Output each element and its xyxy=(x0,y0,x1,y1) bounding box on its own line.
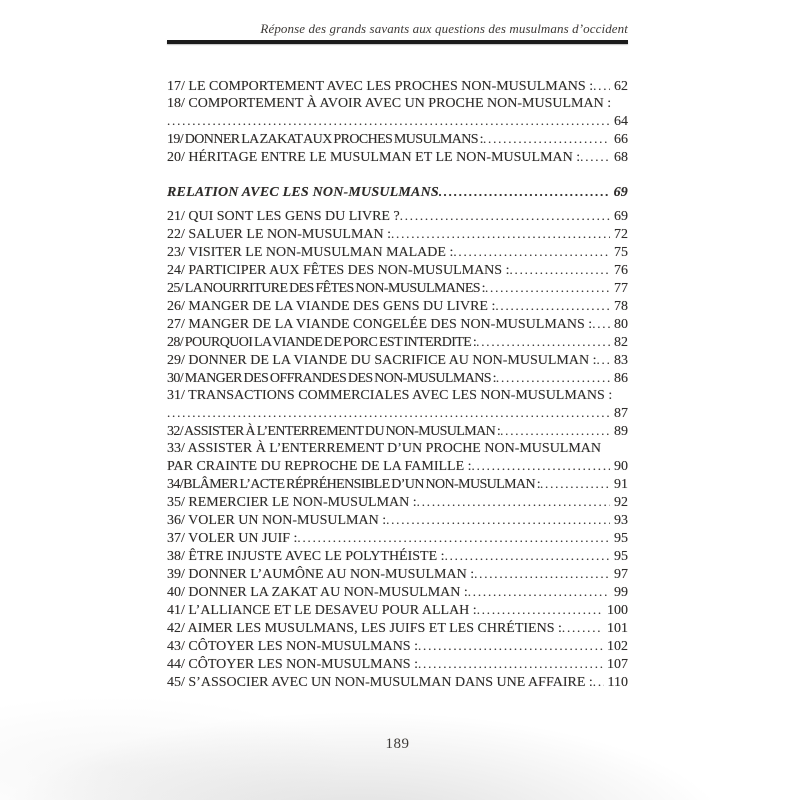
dot-leader xyxy=(167,404,610,422)
toc-entry-page: 97 xyxy=(614,567,628,582)
running-title: Réponse des grands savants aux questions des musulmans d’occident xyxy=(260,21,628,36)
toc-entry-title: 40/ DONNER LA ZAKAT AU NON-MUSULMAN : xyxy=(167,585,468,600)
toc-entry-title: 41/ L’ALLIANCE ET LE DESAVEU POUR ALLAH : xyxy=(167,603,477,618)
toc-entry xyxy=(167,261,628,279)
toc-entry-page: 66 xyxy=(614,132,628,147)
toc-entry-page: 77 xyxy=(614,281,628,296)
toc-entry-page: 83 xyxy=(614,353,628,368)
toc-entry-page: 86 xyxy=(614,371,628,386)
toc-entry-page: 72 xyxy=(614,227,628,242)
dot-leader xyxy=(593,673,604,691)
dot-leader xyxy=(477,601,603,619)
toc-entry-page: 89 xyxy=(614,424,628,439)
toc-entry xyxy=(167,387,628,404)
toc-entry xyxy=(167,457,628,475)
toc-entry xyxy=(167,583,628,601)
toc-entry-page: 92 xyxy=(614,495,628,510)
toc-entry xyxy=(167,369,628,387)
dot-leader xyxy=(386,511,610,529)
toc-entry xyxy=(167,315,628,333)
dot-leader xyxy=(495,297,610,315)
dot-leader xyxy=(418,637,603,655)
toc-entry-title: 39/ DONNER L’AUMÔNE AU NON-MUSULMAN : xyxy=(167,567,475,582)
dot-leader xyxy=(297,529,610,547)
toc-entry-page: 110 xyxy=(607,675,628,690)
toc-entry-title: 44/ CÔTOYER LES NON-MUSULMANS : xyxy=(167,657,418,672)
dot-leader xyxy=(439,183,610,201)
toc-entry-title: 43/ CÔTOYER LES NON-MUSULMANS : xyxy=(167,639,418,654)
toc-entry-page: 69 xyxy=(613,185,628,200)
toc-entry xyxy=(167,511,628,529)
toc-entry-title: 29/ DONNER DE LA VIANDE DU SACRIFICE AU NON-MUSULMAN : xyxy=(167,353,597,368)
dot-leader xyxy=(472,457,610,475)
toc-entry-page: 99 xyxy=(614,585,628,600)
dot-leader xyxy=(580,148,610,166)
toc-entry xyxy=(167,493,628,511)
toc-entry xyxy=(167,351,628,369)
dot-leader xyxy=(418,655,603,673)
dot-leader xyxy=(562,619,603,637)
toc-entry xyxy=(167,673,628,691)
dot-leader xyxy=(391,225,610,243)
toc-entry xyxy=(167,475,628,493)
toc-entry-title: 37/ VOLER UN JUIF : xyxy=(167,531,298,546)
toc-entry xyxy=(167,130,628,148)
toc-section-entry xyxy=(167,183,628,201)
toc-entry-title: 30/ MANGER DES OFFRANDES DES NON-MUSULMANS : xyxy=(167,371,496,386)
toc-entry xyxy=(167,148,628,166)
toc-entry-page: 101 xyxy=(607,621,628,636)
toc-entry-page: 91 xyxy=(614,477,628,492)
dot-leader xyxy=(445,547,610,565)
toc-entry xyxy=(167,77,628,95)
dot-leader xyxy=(400,207,610,225)
toc-entry-page: 68 xyxy=(614,150,628,165)
dot-leader xyxy=(500,422,610,440)
toc-entry-page: 87 xyxy=(614,406,628,421)
toc-entry-page: 102 xyxy=(607,639,628,654)
page-number: 189 xyxy=(385,736,410,752)
toc-entry-title: 25/ LA NOURRITURE DES FÊTES NON-MUSULMANES : xyxy=(167,281,485,296)
toc-entry xyxy=(167,297,628,315)
dot-leader xyxy=(485,279,610,297)
toc-entry-title: 28/ POURQUOI LA VIANDE DE PORC EST INTERDITE : xyxy=(167,335,477,350)
toc-entry xyxy=(167,95,628,112)
toc-entry xyxy=(167,112,628,130)
toc-entry xyxy=(167,655,628,673)
toc-entry-page: 100 xyxy=(607,603,628,618)
toc-entry xyxy=(167,565,628,583)
table-of-contents xyxy=(167,77,628,691)
toc-entry-page: 95 xyxy=(614,549,628,564)
toc-entry-title: 32/ ASSISTER À L’ENTERREMENT DU NON-MUSULMAN : xyxy=(167,424,501,439)
toc-entry xyxy=(167,547,628,565)
dot-leader xyxy=(540,475,610,493)
toc-entry-title: 17/ LE COMPORTEMENT AVEC LES PROCHES NON-MUSULMANS : xyxy=(167,79,594,94)
toc-entry-page: 93 xyxy=(614,513,628,528)
toc-entry-title: 38/ ÊTRE INJUSTE AVEC LE POLYTHÉISTE : xyxy=(167,549,445,564)
toc-entry-page: 107 xyxy=(607,657,628,672)
toc-entry-page: 64 xyxy=(614,114,628,129)
toc-entry-title: 21/ QUI SONT LES GENS DU LIVRE ? xyxy=(167,209,400,224)
toc-entry-title: 24/ PARTICIPER AUX FÊTES DES NON-MUSULMANS : xyxy=(167,263,510,278)
toc-entry-title: 27/ MANGER DE LA VIANDE CONGELÉE DES NON-MUSULMANS : xyxy=(167,317,593,332)
toc-entry-title: 34/BLÂMER L’ACTE RÉPRÉHENSIBLE D’UN NON-MUSULMAN : xyxy=(167,477,540,492)
dot-leader xyxy=(592,315,610,333)
toc-entry xyxy=(167,207,628,225)
dot-leader xyxy=(474,565,610,583)
dot-leader xyxy=(167,112,610,130)
toc-entry-title: 18/ COMPORTEMENT À AVOIR AVEC UN PROCHE NON-MUSULMAN : xyxy=(167,96,612,111)
toc-entry-page: 62 xyxy=(614,79,628,94)
toc-entry xyxy=(167,333,628,351)
toc-entry-page: 78 xyxy=(614,299,628,314)
toc-entry-page: 75 xyxy=(614,245,628,260)
toc-entry xyxy=(167,440,628,457)
toc-entry xyxy=(167,279,628,297)
toc-entry-page: 76 xyxy=(614,263,628,278)
toc-entry-title: PAR CRAINTE DU REPROCHE DE LA FAMILLE : xyxy=(167,459,472,474)
toc-entry xyxy=(167,619,628,637)
toc-entry-title: 45/ S’ASSOCIER AVEC UN NON-MUSULMAN DANS UNE AFFAIRE : xyxy=(167,675,593,690)
toc-entry-title: 31/ TRANSACTIONS COMMERCIALES AVEC LES NON-MUSULMANS : xyxy=(167,388,613,403)
toc-entry-title: 42/ AIMER LES MUSULMANS, LES JUIFS ET LES CHRÉTIENS : xyxy=(167,621,562,636)
toc-entry xyxy=(167,404,628,422)
toc-entry-title: 19/ DONNER LA ZAKAT AUX PROCHES MUSULMANS : xyxy=(167,132,483,147)
dot-leader xyxy=(593,77,610,95)
toc-entry xyxy=(167,637,628,655)
toc-entry xyxy=(167,225,628,243)
dot-leader xyxy=(476,333,610,351)
toc-entry-title: 35/ REMERCIER LE NON-MUSULMAN : xyxy=(167,495,417,510)
toc-entry-page: 80 xyxy=(614,317,628,332)
toc-entry-title: 26/ MANGER DE LA VIANDE DES GENS DU LIVRE : xyxy=(167,299,496,314)
header-rule xyxy=(167,40,628,44)
toc-entry xyxy=(167,601,628,619)
toc-entry-page: 82 xyxy=(614,335,628,350)
toc-entry-title: 20/ HÉRITAGE ENTRE LE MUSULMAN ET LE NON-MUSULMAN : xyxy=(167,150,581,165)
toc-entry-title: 23/ VISITER LE NON-MUSULMAN MALADE : xyxy=(167,245,454,260)
toc-entry-title: 33/ ASSISTER À L’ENTERREMENT D’UN PROCHE NON-MUSULMAN xyxy=(167,441,602,456)
toc-entry-title: RELATION AVEC LES NON-MUSULMANS xyxy=(167,185,439,200)
toc-entry xyxy=(167,529,628,547)
dot-leader xyxy=(596,351,610,369)
dot-leader xyxy=(453,243,610,261)
toc-entry-title: 36/ VOLER UN NON-MUSULMAN : xyxy=(167,513,387,528)
dot-leader xyxy=(468,583,610,601)
page-content xyxy=(167,0,628,800)
toc-entry-page: 69 xyxy=(614,209,628,224)
toc-entry-title: 22/ SALUER LE NON-MUSULMAN : xyxy=(167,227,391,242)
toc-entry xyxy=(167,243,628,261)
dot-leader xyxy=(483,130,610,148)
toc-entry-page: 90 xyxy=(614,459,628,474)
dot-leader xyxy=(417,493,610,511)
dot-leader xyxy=(496,369,610,387)
dot-leader xyxy=(509,261,610,279)
toc-entry-page: 95 xyxy=(614,531,628,546)
toc-entry xyxy=(167,422,628,440)
